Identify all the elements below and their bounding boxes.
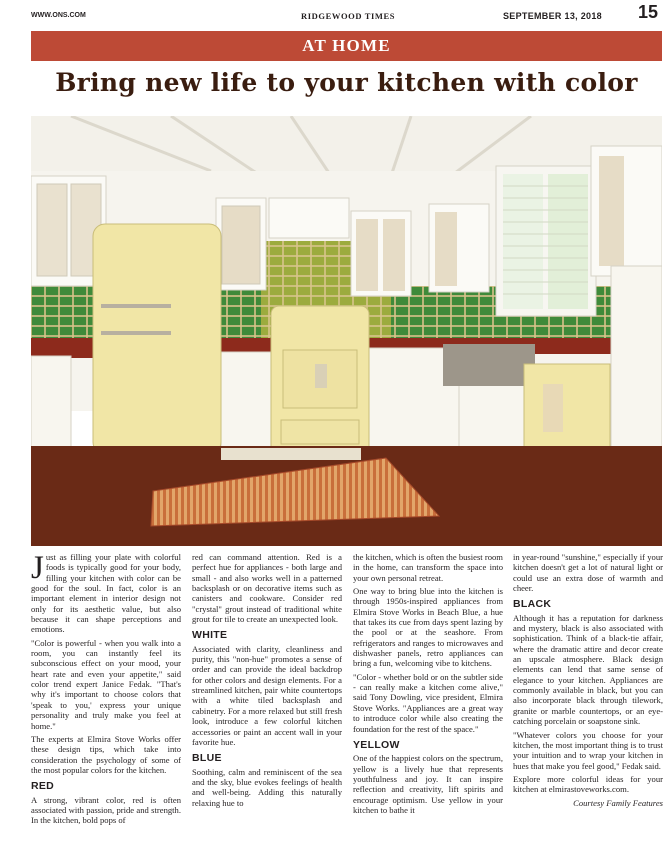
article-paragraph: the kitchen, which is often the busiest room in the home, can transform the space into your own personal retreat.	[353, 552, 503, 583]
page-header	[31, 2, 658, 26]
article-paragraph: red can command attention. Red is a perfect hue for appliances - both large and small - and also works well in a patterned backsplash or on decorative items such as canisters and cookware. Consider red "crystal" grout instead of traditional white grout for tile to create an unexpected look.	[192, 552, 342, 625]
issue-date: SEPTEMBER 13, 2018	[503, 11, 602, 21]
article-paragraph: in year-round "sunshine," especially if your kitchen doesn't get a lot of natural light or could use an extra dose of warmth and cheer.	[513, 552, 663, 594]
article-headline: Bring new life to your kitchen with color	[55, 68, 638, 97]
subhead-blue: BLUE	[192, 752, 222, 765]
site-url[interactable]: WWW.ONS.COM	[31, 12, 86, 19]
article-column-3	[353, 552, 503, 818]
subhead-black: BLACK	[513, 598, 552, 611]
article-paragraph: One way to bring blue into the kitchen is through 1950s-inspired appliances from Elmira Stove Works in Beach Blue, a hue that takes its cue from days spent lazing by the pool or at the seashore. From refrigerators and ranges to microwaves and dishwasher panels, retro appliances can bring a fun, welcoming vibe to kitchens.	[353, 586, 503, 669]
article-paragraph: Although it has a reputation for darkness and mystery, black is also associated with sophistication. Think of a black-tie affair, where the dramatic attire and decor create an upscale atmosphere. Black design elements can lend that same sense of elegance to your kitchen. Appliances are commonly available in black, but you can also incorporate black through tilework, granite or marble countertops, or an eye-catching porcelain or soapstone sink.	[513, 612, 663, 727]
article-paragraph: A strong, vibrant color, red is often associated with passion, pride and strength. In the kitchen, bold pops of	[31, 794, 181, 826]
subhead-red: RED	[31, 780, 55, 793]
article-column-4	[513, 552, 663, 811]
article-paragraph: "Whatever colors you choose for your kitchen, the most important thing is to trust your intuition and to wrap your kitchen in hues that make you feel good," Fedak said.	[513, 729, 663, 771]
article-paragraph: "Color - whether bold or on the subtler side - can really make a kitchen come alive," said Tony Dowling, vice president, Elmira Stove Works. "Appliances are a great way to introduce color while also creating the foundation for the rest of the space."	[353, 671, 503, 734]
drop-cap: J	[31, 550, 44, 586]
article-paragraph: The experts at Elmira Stove Works offer these design tips, which take into consideration the psychology of some of the most popular colors for the kitchen.	[31, 733, 181, 775]
article-body	[31, 552, 663, 844]
article-paragraph: "Color is powerful - when you walk into a room, you can instantly feel its subconscious effect on your mood, your heart rate and even your appetite," said color trend expert Janice Fedak. "That's why it's important to choose colors that 'speak to you,' express your unique personality and truly make you feel at home."	[31, 637, 181, 731]
article-column-2	[192, 552, 342, 811]
section-banner: AT HOME	[31, 31, 662, 61]
publication-name: RIDGEWOOD TIMES	[301, 11, 396, 21]
article-paragraph: Soothing, calm and reminiscent of the sea and the sky, blue evokes feelings of health and well-being. Adding this naturally relaxing hue to	[192, 766, 342, 808]
article-paragraph: Just as filling your plate with colorful foods is typically good for your body, filling your kitchen with color can be good for the soul. In fact, color is an important element in interior design not only for its aesthetic value, but also because it can shape perceptions and emotions.	[31, 550, 181, 635]
subhead-yellow: YELLOW	[353, 738, 400, 751]
article-paragraph: One of the happiest colors on the spectrum, yellow is a lively hue that represents youthfulness and joy. It can inspire reflection and creativity, lift spirits and encourage optimism. Use yellow in your kitchen to bathe it	[353, 753, 503, 815]
page-number: 15	[637, 2, 658, 22]
article-paragraph: Explore more colorful ideas for your kitchen at elmirastoveworks.com.	[513, 773, 663, 795]
article-paragraph: Associated with clarity, cleanliness and purity, this "non-hue" promotes a sense of order and can provide the ideal backdrop for other colors and design elements. For a streamlined kitchen, pair white countertops with a white tiled backsplash and cabinetry. For a more relaxed but still fresh look, introduce a few colorful kitchen accessories or paint an accent wall in your favorite hue.	[192, 643, 342, 747]
photo-credit: Courtesy Family Features	[573, 797, 663, 808]
kitchen-photo	[31, 116, 662, 546]
subhead-white: WHITE	[192, 629, 228, 642]
article-column-1	[31, 552, 181, 829]
